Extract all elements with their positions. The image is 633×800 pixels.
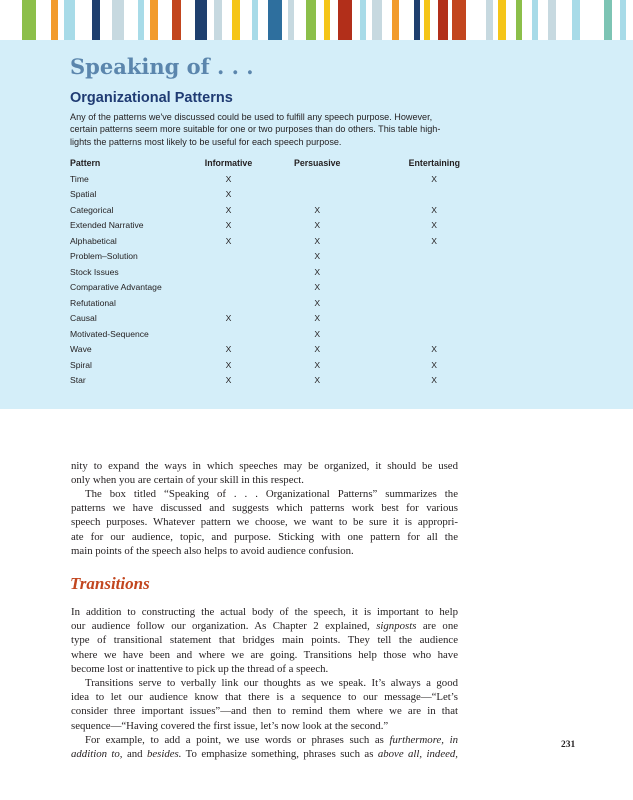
paragraph-summary (71, 487, 458, 558)
informative-cell: X (225, 189, 232, 200)
table-row (70, 202, 460, 218)
text-line: ate for our audience, topic, and purpose. Sticking with one pattern for all the (71, 530, 458, 543)
persuasive-cell: X (314, 251, 321, 262)
persuasive-cell: X (314, 204, 321, 215)
header-informative: Informative (204, 158, 253, 168)
text-run: To emphasize something, phrases such as (185, 748, 374, 761)
text-run: and (126, 748, 143, 761)
paragraph-transitions-link (71, 676, 458, 733)
italic-term: above all, indeed, (377, 748, 459, 761)
decorative-stripe (195, 0, 207, 40)
text-line: only when you are certain of your skill in this respect. (71, 474, 304, 487)
signposts-term: signposts (376, 620, 417, 633)
decorative-stripe (288, 0, 294, 40)
decorative-stripe (516, 0, 522, 40)
pattern-name-cell: Stock Issues (70, 266, 119, 277)
text-line: speech purposes. Whatever pattern we choose, we want to be sure it is appropri- (71, 516, 458, 529)
header-entertaining: Entertaining (408, 158, 460, 168)
decorative-stripe (172, 0, 181, 40)
decorative-stripe (424, 0, 430, 40)
entertaining-cell (368, 295, 460, 311)
informative-cell: X (225, 173, 232, 184)
paragraph-example (71, 733, 458, 761)
entertaining-cell: X (431, 344, 437, 355)
text-line: patterns we have discussed and suggests which patterns work best for various (71, 502, 458, 515)
text-run: our audience follow our organization. As Chapter 2 explained, (71, 620, 370, 633)
decorative-stripe (452, 0, 466, 40)
decorative-stripe (414, 0, 420, 40)
persuasive-cell: X (314, 297, 321, 308)
decorative-stripe (338, 0, 352, 40)
decorative-stripe (22, 0, 36, 40)
entertaining-cell: X (431, 220, 437, 231)
table-row (70, 187, 460, 203)
box-intro (70, 111, 458, 148)
persuasive-cell: X (314, 235, 321, 246)
box-subtitle: Organizational Patterns (70, 90, 233, 106)
decorative-stripe (268, 0, 282, 40)
entertaining-cell (368, 249, 460, 265)
pattern-name-cell: Spatial (70, 189, 97, 200)
decorative-color-stripes (0, 0, 633, 40)
pattern-name-cell: Problem–Solution (70, 251, 138, 262)
text-line: where we have been and where we are going. Transitions help those who have (71, 648, 458, 661)
decorative-stripe (232, 0, 240, 40)
decorative-stripe (620, 0, 626, 40)
table-row (70, 342, 460, 358)
persuasive-cell: X (314, 328, 321, 339)
pattern-name-cell: Wave (70, 344, 92, 355)
decorative-stripe (324, 0, 330, 40)
informative-cell: X (225, 220, 232, 231)
informative-cell: X (225, 204, 232, 215)
pattern-name-cell: Categorical (70, 204, 114, 215)
text-line: Transitions serve to verbally link our thoughts as we speak. It’s always a good (85, 677, 458, 689)
box-intro-line: lights the patterns most likely to be useful for each speech purpose. (70, 136, 342, 147)
entertaining-cell (368, 311, 460, 327)
text-line: nity to expand the ways in which speeches may be organized, it should be used (71, 460, 458, 472)
decorative-stripe (548, 0, 556, 40)
decorative-stripe (112, 0, 124, 40)
header-persuasive: Persuasive (293, 158, 341, 168)
persuasive-cell: X (314, 220, 321, 231)
pattern-name-cell: Extended Narrative (70, 220, 144, 231)
entertaining-cell (368, 264, 460, 280)
pattern-name-cell: Star (70, 375, 86, 386)
table-row (70, 280, 460, 296)
pattern-name-cell: Alphabetical (70, 235, 117, 246)
informative-cell (191, 264, 267, 280)
table-row (70, 171, 460, 187)
persuasive-cell: X (314, 313, 321, 324)
patterns-table (70, 155, 460, 388)
table-row (70, 311, 460, 327)
decorative-stripe (604, 0, 612, 40)
entertaining-cell: X (431, 235, 437, 246)
decorative-stripe (486, 0, 493, 40)
header-pattern: Pattern (70, 158, 101, 168)
decorative-stripe (392, 0, 399, 40)
pattern-name-cell: Motivated-Sequence (70, 328, 149, 339)
decorative-stripe (532, 0, 538, 40)
persuasive-cell: X (314, 359, 321, 370)
text-line (71, 733, 458, 747)
text-line (71, 619, 458, 633)
entertaining-cell: X (431, 204, 437, 215)
informative-cell: X (225, 313, 232, 324)
table-row (70, 249, 460, 265)
text-line: In addition to constructing the actual body of the speech, it is important to help (71, 606, 458, 618)
persuasive-cell: X (314, 375, 321, 386)
persuasive-cell (266, 171, 368, 187)
decorative-stripe (138, 0, 144, 40)
decorative-stripe (92, 0, 100, 40)
informative-cell: X (225, 344, 232, 355)
informative-cell (191, 295, 267, 311)
pattern-name-cell: Time (70, 173, 89, 184)
table-row (70, 373, 460, 389)
text-run: For example, to add a point, we use words or phrases such as (85, 734, 384, 746)
entertaining-cell: X (431, 173, 437, 184)
page-number: 231 (561, 740, 576, 750)
pattern-name-cell: Refutational (70, 297, 116, 308)
text-line: sequence—“Having covered the first issue, let’s now look at the second.” (71, 719, 389, 732)
box-title: Speaking of . . . (70, 54, 254, 79)
informative-cell (191, 280, 267, 296)
italic-term: addition to, (71, 748, 123, 761)
italic-term: besides. (146, 748, 182, 761)
decorative-stripe (150, 0, 158, 40)
informative-cell (191, 326, 267, 342)
box-intro-line: Any of the patterns we've discussed could be used to fulfill any speech purpose. However, (70, 112, 433, 122)
table-body (70, 171, 460, 388)
decorative-stripe (51, 0, 58, 40)
decorative-stripe (372, 0, 382, 40)
entertaining-cell (368, 326, 460, 342)
pattern-name-cell: Causal (70, 313, 97, 324)
pattern-name-cell: Comparative Advantage (70, 282, 162, 293)
decorative-stripe (360, 0, 366, 40)
text-line (71, 747, 458, 761)
paragraph-continuation (71, 459, 458, 487)
decorative-stripe (306, 0, 316, 40)
table-row (70, 357, 460, 373)
decorative-stripe (64, 0, 75, 40)
text-line: type of transitional statement that bridges main points. They tell the audience (71, 634, 458, 647)
entertaining-cell: X (431, 375, 437, 386)
table-row (70, 218, 460, 234)
persuasive-cell: X (314, 344, 321, 355)
paragraph-transitions-intro (71, 605, 458, 676)
text-run: are one (422, 620, 459, 633)
table-row (70, 295, 460, 311)
table-row (70, 326, 460, 342)
box-intro-line: certain patterns seem more suitable for one or two purposes than do others. This table high- (70, 124, 441, 135)
persuasive-cell: X (314, 282, 321, 293)
italic-term: furthermore, in (389, 734, 458, 746)
informative-cell (191, 249, 267, 265)
text-line: idea to let our audience know that there is a sequence to our message—“Let’s (71, 691, 458, 704)
decorative-stripe (252, 0, 258, 40)
table-row (70, 233, 460, 249)
persuasive-cell (266, 187, 368, 203)
table-row (70, 264, 460, 280)
informative-cell: X (225, 359, 232, 370)
text-line: become lost or inattentive to pick up the thread of a speech. (71, 662, 329, 675)
text-line: main points of the speech also helps to avoid audience confusion. (71, 544, 354, 557)
decorative-stripe (438, 0, 448, 40)
persuasive-cell: X (314, 266, 321, 277)
entertaining-cell (368, 187, 460, 203)
pattern-name-cell: Spiral (70, 359, 92, 370)
informative-cell: X (225, 235, 232, 246)
decorative-stripe (498, 0, 506, 40)
decorative-stripe (214, 0, 222, 40)
text-line: The box titled “Speaking of . . . Organizational Patterns” summarizes the (85, 488, 458, 500)
entertaining-cell (368, 280, 460, 296)
section-heading-transitions: Transitions (70, 574, 150, 593)
informative-cell: X (225, 375, 232, 386)
entertaining-cell: X (431, 359, 437, 370)
decorative-stripe (572, 0, 580, 40)
text-line: consider three important issues”—and then to remind them where we are in that (71, 705, 458, 718)
table-header-row (70, 155, 460, 171)
